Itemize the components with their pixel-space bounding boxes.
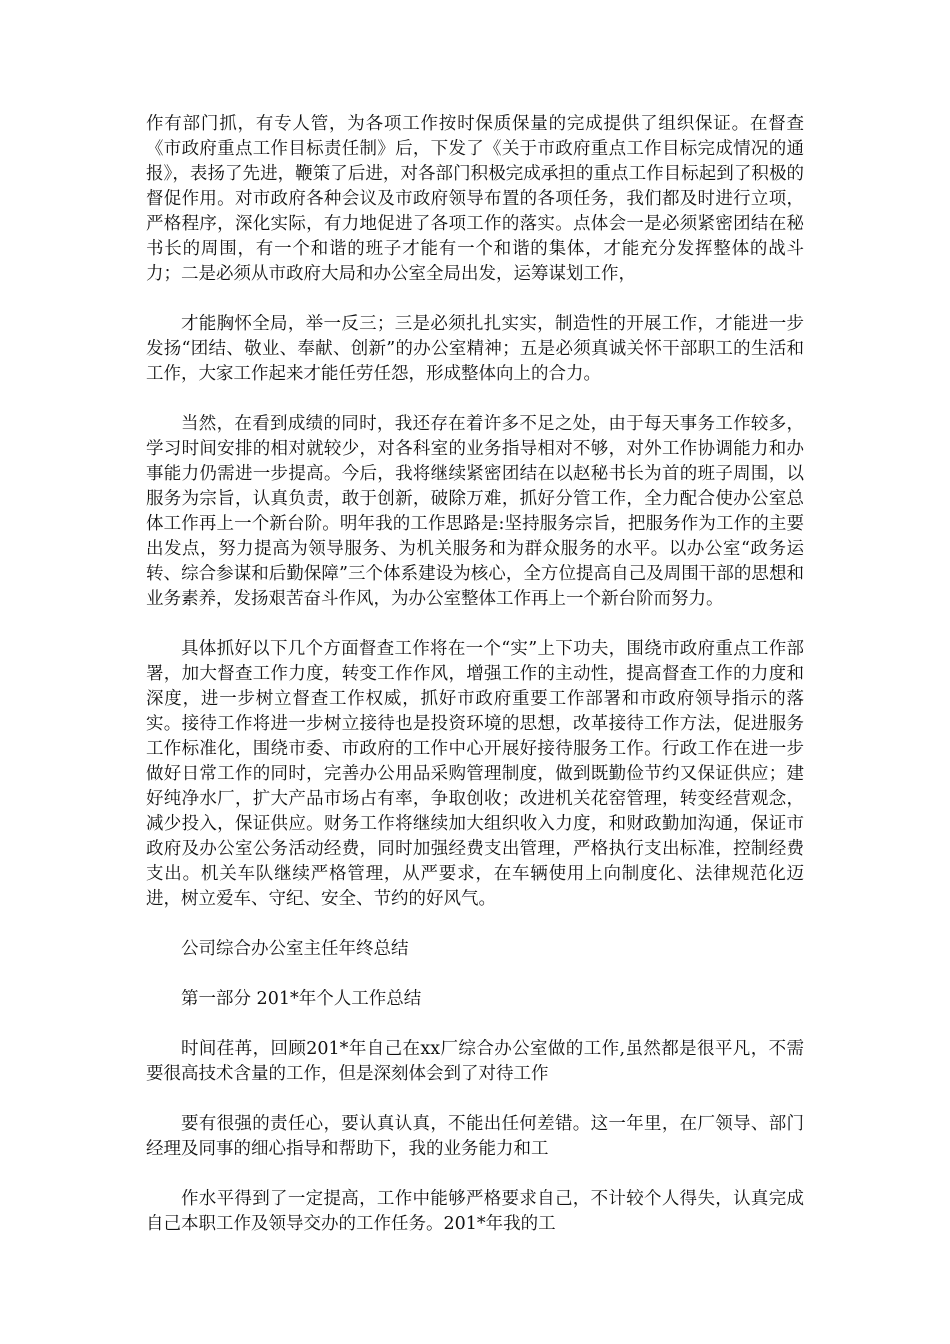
paragraph-3: 当然，在看到成绩的同时，我还存在着许多不足之处，由于每天事务工作较多，学习时间安排的相对就较少，对各科室的业务指导相对不够，对外工作协调能力和办事能力仍需进一步提高。今后，我将继续紧密团结在以赵秘书长为首的班子周围，以服务为宗旨，认真负责，敢于创新，破除万难，抓好分管工作，全力配合使办公室总体工作再上一个新台阶。明年我的工作思路是:坚持服务宗旨，把服务作为工作的主要出发点，努力提高为领导服务、为机关服务和为群众服务的水平。以办公室“政务运转、综合参谋和后勤保障”三个体系建设为核心，全方位提高自己及周围干部的思想和业务素养，发扬艰苦奋斗作风，为办公室整体工作再上一个新台阶而努力。	[146, 414, 804, 609]
paragraph-2: 才能胸怀全局，举一反三；三是必须扎扎实实，制造性的开展工作，才能进一步发扬“团结、敬业、奉献、创新”的办公室精神；五是必须真诚关怀干部职工的生活和工作，大家工作起来才能任劳任怨，形成整体向上的合力。	[146, 314, 804, 384]
section-title: 公司综合办公室主任年终总结	[181, 939, 409, 959]
document-page	[146, 112, 804, 1262]
paragraph-5: 时间荏苒，回顾201*年自己在xx厂综合办公室做的工作,虽然都是很平凡，不需要很高技术含量的工作，但是深刻体会到了对待工作	[146, 1039, 804, 1084]
paragraph-1: 作有部门抓，有专人管，为各项工作按时保质保量的完成提供了组织保证。在督查《市政府重点工作目标责任制》后，下发了《关于市政府重点工作目标完成情况的通报》，表扬了先进，鞭策了后进，对各部门积极完成承担的重点工作目标起到了积极的督促作用。对市政府各种会议及市政府领导布置的各项任务，我们都及时进行立项，严格程序，深化实际，有力地促进了各项工作的落实。点体会一是必须紧密团结在秘书长的周围，有一个和谐的班子才能有一个和谐的集体，才能充分发挥整体的战斗力；二是必须从市政府大局和办公室全局出发，运筹谋划工作，	[146, 114, 804, 284]
part-heading: 第一部分 201*年个人工作总结	[181, 989, 422, 1009]
paragraph-7: 作水平得到了一定提高，工作中能够严格要求自己，不计较个人得失，认真完成自己本职工作及领导交办的工作任务。201*年我的工	[146, 1189, 804, 1234]
paragraph-4: 具体抓好以下几个方面督查工作将在一个“实”上下功夫，围绕市政府重点工作部署，加大督查工作力度，转变工作作风，增强工作的主动性，提高督查工作的力度和深度，进一步树立督查工作权威，抓好市政府重要工作部署和市政府领导指示的落实。接待工作将进一步树立接待也是投资环境的思想，改革接待工作方法，促进服务工作标准化，围绕市委、市政府的工作中心开展好接待服务工作。行政工作在进一步做好日常工作的同时，完善办公用品采购管理制度，做到既勤俭节约又保证供应；建好纯净水厂，扩大产品市场占有率，争取创收；改进机关花窑管理，转变经营观念，减少投入，保证供应。财务工作将继续加大组织收入力度，和财政勤加沟通，保证市政府及办公室公务活动经费，同时加强经费支出管理，严格执行支出标准，控制经费支出。机关车队继续严格管理，从严要求，在车辆使用上向制度化、法律规范化迈进，树立爱车、守纪、安全、节约的好风气。	[146, 639, 804, 909]
paragraph-6: 要有很强的责任心，要认真认真，不能出任何差错。这一年里，在厂领导、部门经理及同事的细心指导和帮助下，我的业务能力和工	[146, 1114, 804, 1159]
